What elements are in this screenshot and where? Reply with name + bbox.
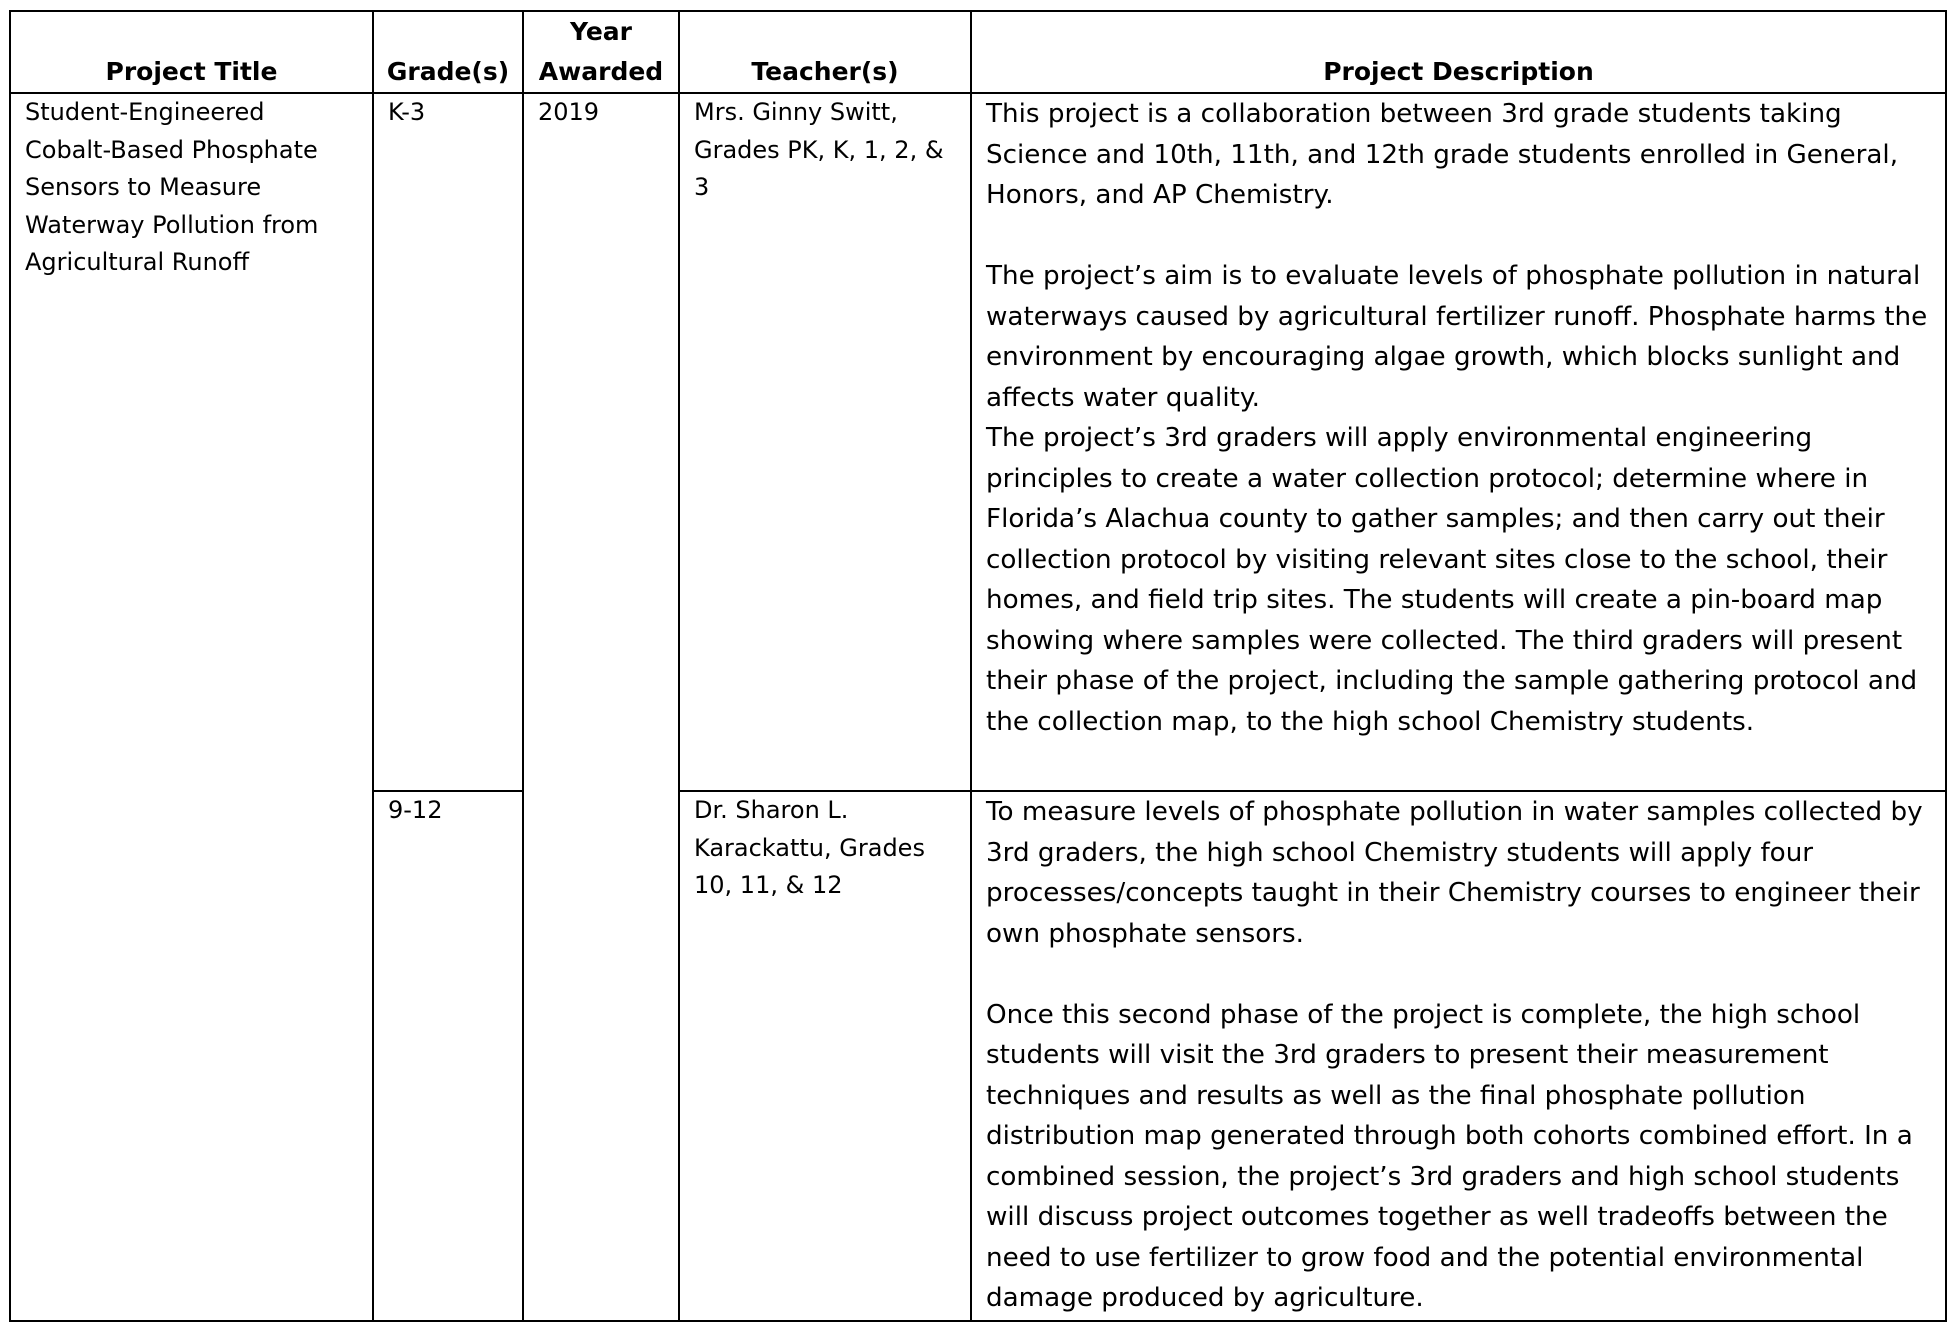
project-table: [9, 10, 1947, 1322]
grade-cell: K-3: [373, 93, 523, 791]
header-year-awarded: [523, 11, 679, 93]
teacher-cell: Mrs. Ginny Switt, Grades PK, K, 1, 2, & 3: [679, 93, 971, 791]
description-paragraph: The project’s aim is to evaluate levels of phosphate pollution in natural waterways caused by agricultural fertilizer runoff. Phosphate harms the environment by encouraging algae growth, which blocks sunlight and affects water quality.: [986, 261, 1928, 413]
table-row: [10, 93, 1946, 791]
description-paragraph: Once this second phase of the project is complete, the high school students will visit the 3rd graders to present their measurement techniques and results as well as the final phosphate pollution distribution map generated through both cohorts combined effort. In a combined session, the project’s 3rd graders and high school students will discuss project outcomes together as well tradeoffs between the need to use fertilizer to grow food and the potential environmental damage produced by agriculture.: [986, 999, 1913, 1313]
description-paragraph: The project’s 3rd graders will apply environmental engineering principles to create a water collection protocol; determine where in Florida’s Alachua county to gather samples; and then carry out their collection protocol by visiting relevant sites close to the school, their homes, and field trip sites. The students will create a pin-board map showing where samples were collected. The third graders will present their phase of the project, including the sample gathering protocol and the collection map, to the high school Chemistry students.: [986, 423, 1918, 737]
grade-cell: 9-12: [373, 791, 523, 1321]
teacher-cell: Dr. Sharon L. Karackattu, Grades 10, 11, & 12: [679, 791, 971, 1321]
header-description: Project Description: [971, 11, 1946, 93]
description-paragraph: This project is a collaboration between 3rd grade students taking Science and 10th, 11th, and 12th grade students enrolled in General, Honors, and AP Chemistry.: [986, 99, 1899, 210]
description-paragraph: To measure levels of phosphate pollution in water samples collected by 3rd graders, the high school Chemistry students will apply four processes/concepts taught in their Chemistry courses to engineer their own phosphate sensors.: [986, 797, 1923, 949]
header-row: [10, 11, 1946, 93]
header-teachers: Teacher(s): [679, 11, 971, 93]
project-title-cell: Student-Engineered Cobalt-Based Phosphate Sensors to Measure Waterway Pollution from Agricultural Runoff: [10, 93, 373, 1321]
header-project-title: Project Title: [10, 11, 373, 93]
description-cell: [971, 93, 1946, 791]
year-cell: 2019: [523, 93, 679, 1321]
description-cell: [971, 791, 1946, 1321]
header-year-line1: Year: [570, 17, 632, 46]
header-year-line2: Awarded: [538, 57, 664, 86]
header-grades: Grade(s): [373, 11, 523, 93]
